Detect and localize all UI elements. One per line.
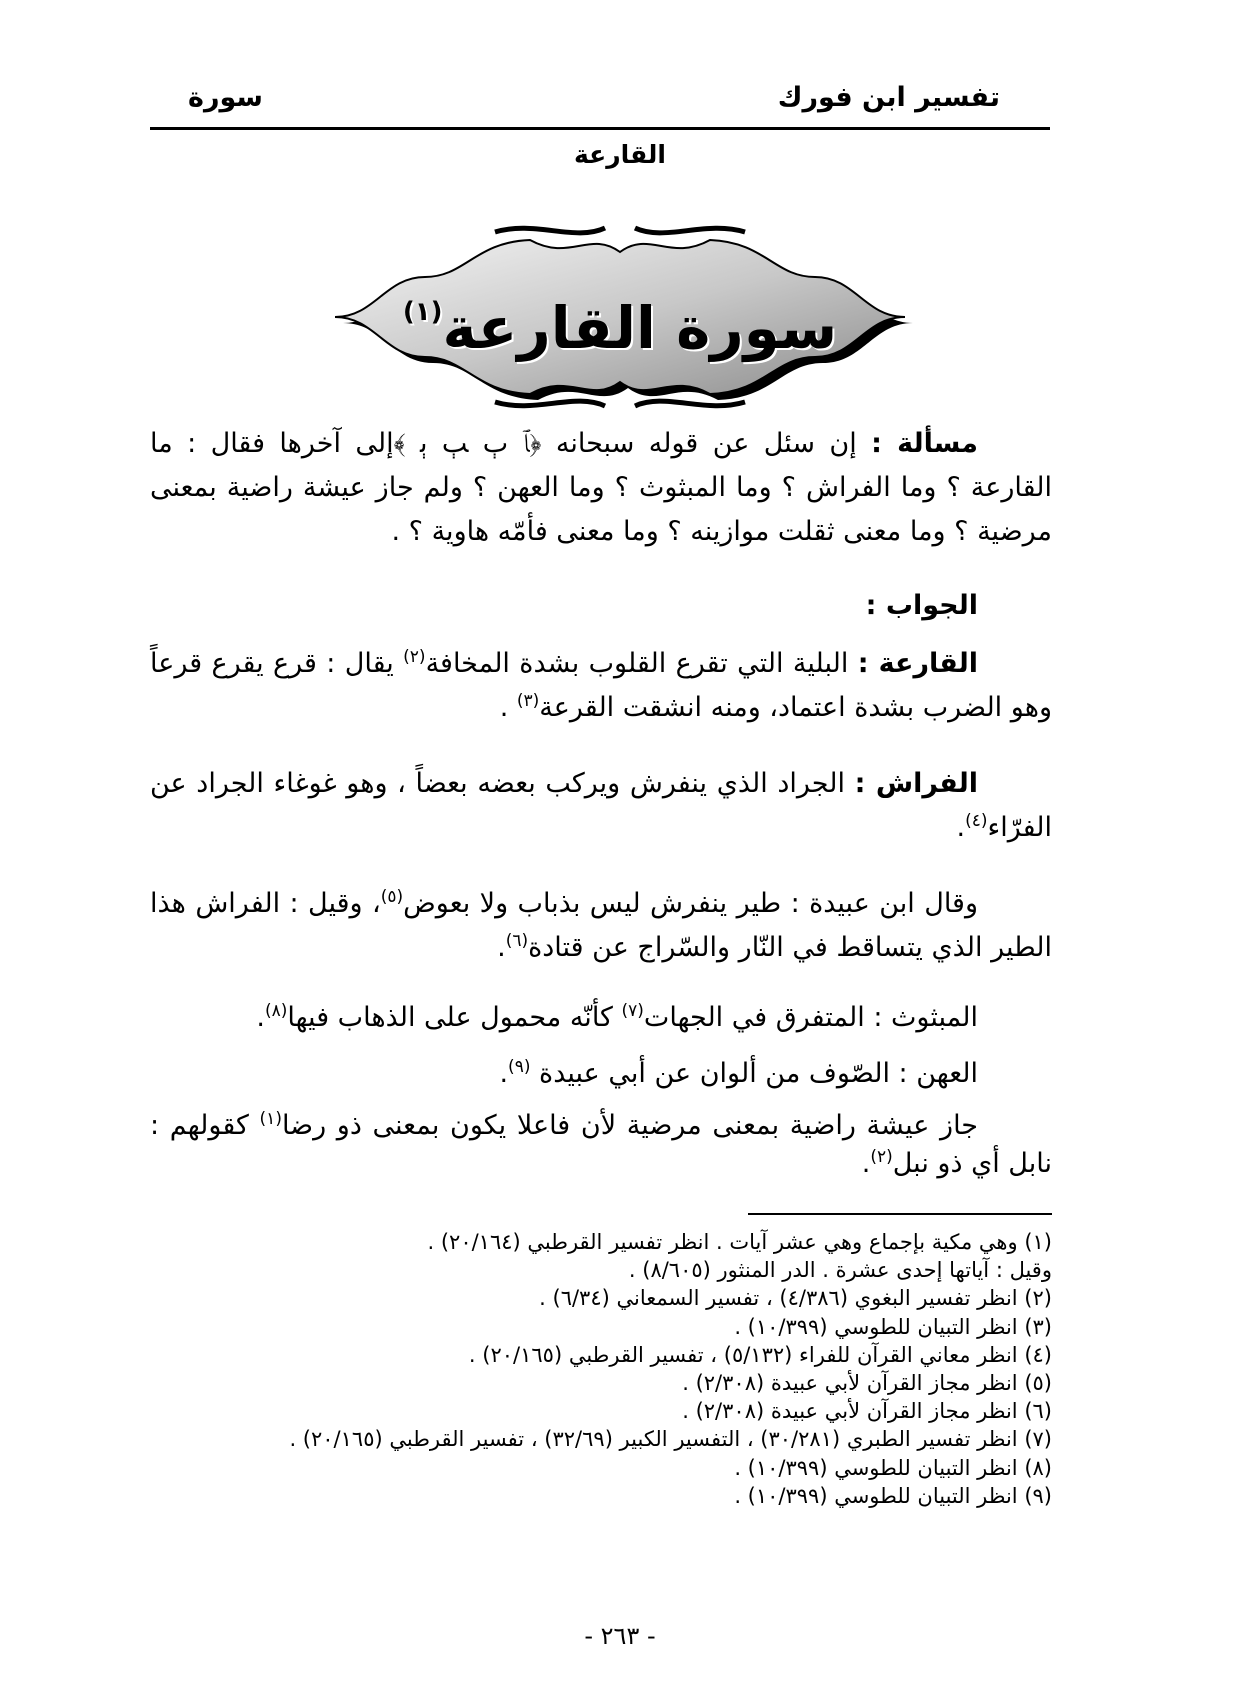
footnote-line: (٢) انظر تفسير البغوي (٤/٣٨٦) ، تفسير السمعاني (٦/٣٤) .: [539, 1286, 1052, 1311]
qariah-label: القارعة :: [857, 648, 979, 679]
firash-text-2: .: [956, 812, 966, 843]
answer-heading: الجواب :: [865, 590, 978, 621]
question-text: إن سئل عن قوله سبحانه ﴿ﭑ ﭒ ﭓ ﭔ ﴾إلى آخرها فقال : ما القارعة ؟ وما الفراش ؟ وما المبثوث ؟ وما العهن ؟ ولم جاز عيشة راضية بمعنى مرضية ؟ وما معنى ثقلت موازينه ؟ وما معنى فأمّه هاوية ؟ .: [150, 428, 1052, 547]
surah-title-text: سورة القارعة: [442, 294, 838, 362]
footnote-line: (١) وهي مكية بإجماع وهي عشر آيات . انظر تفسير القرطبي (٢٠/١٦٤) .: [427, 1230, 1052, 1254]
footnote-line: (٥) انظر مجاز القرآن لأبي عبيدة (٢/٣٠٨) .: [682, 1371, 1052, 1396]
abu-ubaida-text-3: .: [497, 932, 506, 963]
footnote-ref-next-2: (٢): [870, 1147, 893, 1167]
jaz-text-1: جاز عيشة راضية بمعنى مرضية لأن فاعلا يكون بمعنى ذو رضا: [281, 1110, 978, 1141]
abu-ubaida-paragraph: [150, 882, 1052, 970]
qariah-text-2: يقال : قرع يقرع قرعاً وهو الضرب بشدة اعتماد، ومنه انشقت القرعة: [150, 648, 1052, 723]
abu-ubaida-text-1: وقال ابن عبيدة : طير ينفرش ليس بذباب ولا بعوض: [403, 888, 979, 919]
question-paragraph: [150, 422, 1052, 554]
question-label: مسألة :: [871, 428, 978, 459]
mabthuth-text-3: .: [256, 1002, 265, 1033]
footnote-ref-6: (٦): [505, 931, 529, 951]
book-title: تفسير ابن فورك: [777, 82, 1000, 113]
ihn-text-1: العهن : الصّوف من ألوان عن أبي عبيدة: [530, 1058, 978, 1089]
mabthuth-text-1: المبثوث : المتفرق في الجهات: [643, 1002, 978, 1033]
footnote-line: (٤) انظر معاني القرآن للفراء (٥/١٣٢) ، تفسير القرطبي (٢٠/١٦٥) .: [468, 1342, 1052, 1367]
qariah-text-3: .: [499, 692, 517, 723]
footnote-line: وقيل : آياتها إحدى عشرة . الدر المنثور (٨/٦٠٥) .: [628, 1258, 1052, 1283]
footnote-rule: [748, 1213, 1052, 1215]
footnote-line: (٨) انظر التبيان للطوسي (١٠/٣٩٩) .: [734, 1455, 1052, 1480]
footnote-ref-5: (٥): [380, 887, 404, 907]
footnote-line: (٣) انظر التبيان للطوسي (١٠/٣٩٩) .: [734, 1314, 1052, 1339]
surah-label: سورة: [188, 82, 263, 113]
firash-label: الفراش :: [854, 768, 978, 799]
footnote-ref-2: (٢): [403, 647, 426, 667]
footnote-line: (٦) انظر مجاز القرآن لأبي عبيدة (٢/٣٠٨) .: [682, 1399, 1052, 1424]
surah-name-header: القارعة: [574, 140, 666, 169]
qariah-paragraph: [150, 642, 1052, 730]
jaz-text-2: كقولهم : نابل أي ذو نبل: [150, 1110, 1052, 1179]
abu-ubaida-text-2: ، وقيل : الفراش هذا الطير الذي يتساقط في النّار والسّراج عن قتادة: [150, 888, 1052, 963]
footnote-ref-4: (٤): [965, 811, 988, 831]
ihn-text-2: .: [499, 1058, 509, 1089]
surah-title-ref: (١): [402, 297, 443, 327]
firash-text-1: الجراد الذي ينفرش ويركب بعضه بعضاً ، وهو غوغاء الجراد عن الفرّاء: [150, 768, 1052, 843]
footnote-line: (٧) انظر تفسير الطبري (٣٠/٢٨١) ، التفسير الكبير (٣٢/٦٩) ، تفسير القرطبي (٢٠/١٦٥) .: [289, 1427, 1052, 1452]
footnote-ref-8: (٨): [264, 1001, 288, 1021]
footnote-ref-3: (٣): [516, 691, 540, 711]
ihn-paragraph: [150, 1052, 1052, 1096]
answer-heading-block: [150, 584, 1052, 628]
footnotes: [152, 1228, 1052, 1510]
jaz-paragraph: [150, 1107, 1052, 1183]
footnote-ref-9: (٩): [508, 1057, 531, 1077]
header-rule: [150, 127, 1050, 130]
mabthuth-paragraph: [150, 996, 1052, 1040]
surah-title: [315, 272, 925, 368]
footnote-ref-7: (٧): [621, 1001, 644, 1021]
jaz-text-3: .: [861, 1148, 871, 1179]
footnote-ref-next-1: (١): [259, 1109, 282, 1129]
qariah-text-1: البلية التي تقرع القلوب بشدة المخافة: [425, 648, 858, 679]
page-number: - ٢٦٣ -: [584, 1622, 656, 1650]
footnote-line: (٩) انظر التبيان للطوسي (١٠/٣٩٩) .: [734, 1483, 1052, 1508]
firash-paragraph: [150, 762, 1052, 850]
mabthuth-text-2: كأنّه محمول على الذهاب فيها: [287, 1002, 622, 1033]
